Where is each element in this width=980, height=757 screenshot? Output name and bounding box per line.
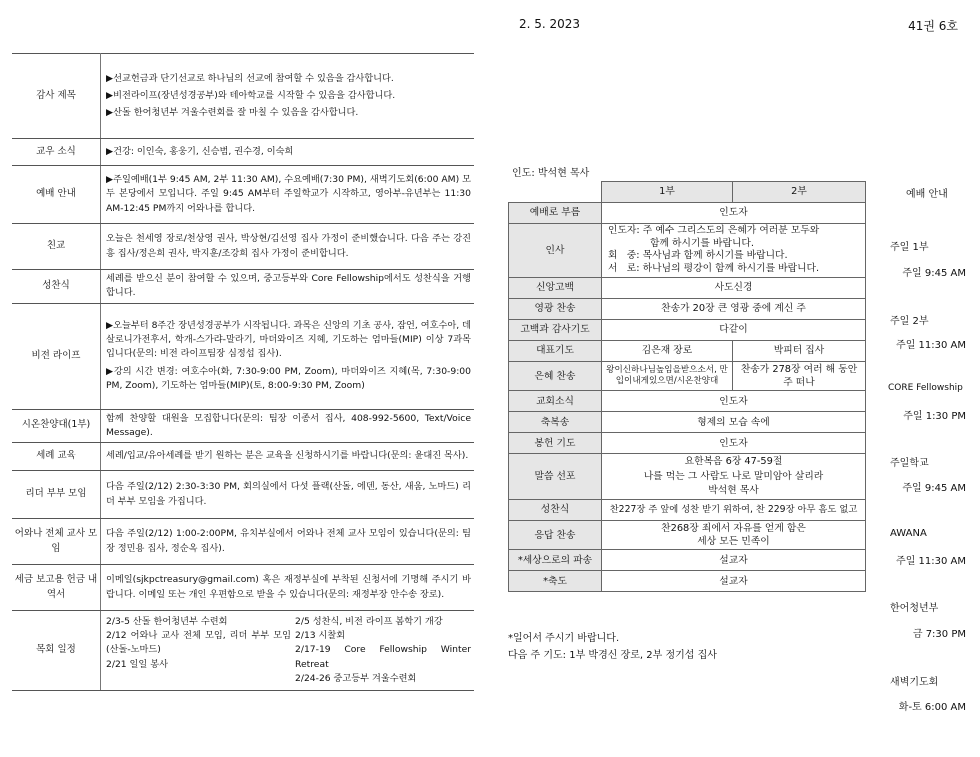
service-label: *세상으로의 파송 [509, 550, 602, 571]
row-content-thanks [101, 54, 475, 139]
schedule-entry: 2/21 일일 봉사 [106, 658, 168, 670]
service-label: 예배로 부름 [509, 203, 602, 224]
order-of-service-table [508, 181, 866, 592]
service-label: 영광 찬송 [509, 298, 602, 319]
row-label-tax-statement: 세금 보고용 헌금 내역서 [12, 565, 101, 611]
greeting-line: 회 중: 목사님과 함께 하시기를 바랍니다. [608, 250, 788, 262]
schedule-entry: 2/5 성찬식, 비전 라이프 봄학기 개강 [295, 615, 443, 627]
schedule-title: 예배 안내 [906, 189, 948, 200]
service-label: 고백과 감사기도 [509, 319, 602, 340]
schedule-entry: 2/24-26 중고등부 겨울수련회 [295, 672, 417, 684]
table-row [509, 298, 866, 319]
service-label: 응답 찬송 [509, 520, 602, 549]
table-row [12, 166, 474, 224]
service-label: 은혜 찬송 [509, 361, 602, 390]
schedule-columns [106, 615, 471, 686]
table-row [509, 571, 866, 592]
table-row [509, 224, 866, 278]
service-label: 대표기도 [509, 340, 602, 361]
table-row [12, 139, 474, 166]
table-row [509, 340, 866, 361]
row-content-vision-life [101, 303, 475, 409]
table-row [12, 565, 474, 611]
service-label: 말씀 선포 [509, 454, 602, 500]
row-content-member-news: ▶건강: 이인숙, 홍웅기, 신승범, 권수경, 이숙희 [101, 139, 475, 166]
table-row [509, 182, 866, 203]
table-row [509, 361, 866, 390]
row-label-leader-meeting: 리더 부부 모임 [12, 471, 101, 519]
schedule-name: AWANA [890, 528, 927, 539]
row-label-choir: 시온찬양대(1부) [12, 409, 101, 443]
service-value: 형제의 모습 속에 [602, 412, 866, 433]
table-row [509, 454, 866, 500]
schedule-name: CORE Fellowship [888, 383, 963, 393]
row-content-fellowship: 오늘은 천세영 장로/천상영 권사, 박상현/김선영 집사 가정이 준비했습니다. 다음 주는 강진흥 집사/정은희 권사, 박지훈/조강희 집사 가정이 준비합니다. [101, 224, 475, 270]
table-row [12, 409, 474, 443]
schedule-name: 주일 1부 [890, 242, 929, 253]
table-row [509, 499, 866, 520]
schedule-name: 주일 2부 [890, 316, 929, 327]
row-label-worship-info: 예배 안내 [12, 166, 101, 224]
row-label-member-news: 교우 소식 [12, 139, 101, 166]
table-row [509, 550, 866, 571]
row-label-vision-life: 비전 라이프 [12, 303, 101, 409]
row-label-fellowship: 친교 [12, 224, 101, 270]
schedule-entry: 2/3-5 산돌 한어청년부 수련회 [106, 615, 228, 627]
schedule-time: 주일 9:45 AM [902, 268, 966, 279]
schedule-name: 한어청년부 [890, 603, 939, 614]
column-header-1bu: 1부 [602, 182, 733, 203]
sermon-title: 나를 먹는 그 사람도 나로 말미암아 살리라 [643, 470, 824, 482]
thanks-item: ▶선교헌금과 단기선교로 하나님의 선교에 참여할 수 있음을 감사합니다. [106, 72, 394, 84]
row-content-tax-statement: 이메일(sjkpctreasury@gmail.com) 혹은 재정부실에 부착된 신청서에 기명해 주시기 바랍니다. 이메일 또는 개인 우편함으로 받을 수 있습니다(문의: 재정부장 안수송 장로). [101, 565, 475, 611]
table-row [509, 319, 866, 340]
greeting-lines [602, 224, 866, 278]
service-label: 교회소식 [509, 391, 602, 412]
row-content-communion: 세례를 받으신 분이 참여할 수 있으며, 중고등부와 Core Fellowship에서도 성찬식을 거행합니다. [101, 270, 475, 304]
service-value: 설교자 [602, 550, 866, 571]
service-value: 인도자 [602, 203, 866, 224]
schedule-time: 주일 1:30 PM [903, 411, 966, 422]
table-row [509, 433, 866, 454]
service-value-2bu: 박피터 집사 [733, 340, 866, 361]
schedule-entry: 2/17-19 Core Fellowship Winter Retreat [295, 644, 471, 670]
service-value: 찬송가 20장 큰 영광 중에 계신 주 [602, 298, 866, 319]
table-row [509, 203, 866, 224]
service-value: 설교자 [602, 571, 866, 592]
sermon-lines [602, 454, 866, 500]
service-label: 인사 [509, 224, 602, 278]
schedule-name: 새벽기도회 [890, 677, 939, 688]
bulletin-date: 2. 5. 2023 [519, 17, 581, 31]
row-content-worship-info: ▶주일예배(1부 9:45 AM, 2부 11:30 AM), 수요예배(7:30 PM), 새벽기도회(6:00 AM) 모두 본당에서 모입니다. 주일 9:45 AM부터 주일학교가 시작하고, 영아부-유년부는 11:30 AM-12:45 PM까지 어와나를 합니다. [101, 166, 475, 224]
response-hymn-line: 찬268장 죄에서 자유를 얻게 함은 [661, 522, 806, 534]
service-value: 찬227장 주 앞에 성찬 받기 위하여, 찬 229장 아무 흠도 없고 [602, 499, 866, 520]
vision-life-item: ▶오늘부터 8주간 장년성경공부가 시작됩니다. 과목은 신앙의 기초 공사, 잠언, 여호수아, 데살로니가전후서, 학개-스가랴-말라기, 마더와이즈 지혜, 기도하는 엄마들(MIP) 이상 7과목입니다(문의: 비전 라이프팀장 심정섭 집사). [106, 319, 471, 360]
row-label-baptism: 세례 교육 [12, 443, 101, 471]
service-label: 신앙고백 [509, 277, 602, 298]
table-row [12, 611, 474, 691]
sermon-preacher: 박석현 목사 [708, 484, 759, 496]
schedule-name: 주일학교 [890, 458, 929, 469]
next-week-prayer: 다음 주 기도: 1부 박경신 장로, 2부 정기섭 집사 [508, 650, 717, 661]
response-hymn-line: 세상 모든 민족이 [697, 536, 770, 548]
service-label: 축복송 [509, 412, 602, 433]
standing-footnote: *일어서 주시기 바랍니다. [508, 633, 620, 644]
schedule-col-right [295, 615, 471, 686]
service-value: 다같이 [602, 319, 866, 340]
service-label: 성찬식 [509, 499, 602, 520]
table-row [12, 303, 474, 409]
row-content-choir: 함께 찬양할 대원을 모집합니다(문의: 팀장 이종서 집사, 408-992-5600, Text/Voice Message). [101, 409, 475, 443]
row-label-thanks: 감사 제목 [12, 54, 101, 139]
row-label-pastoral-schedule: 목회 일정 [12, 611, 101, 691]
header-empty-cell [509, 182, 602, 203]
schedule-time: 주일 11:30 AM [896, 556, 966, 567]
service-value: 인도자 [602, 391, 866, 412]
schedule-entry: 2/13 시찰회 [295, 630, 346, 642]
schedule-entry: 2/12 어와나 교사 전체 모임, 리더 부부 모임(산돌-노마드) [106, 630, 291, 656]
service-value: 인도자 [602, 433, 866, 454]
table-row [12, 443, 474, 471]
thanks-item: ▶산돌 한어청년부 겨울수련회를 잘 마칠 수 있음을 감사합니다. [106, 107, 359, 119]
announcements-table [12, 53, 474, 691]
thanks-item: ▶비전라이프(장년성경공부)와 테아학교를 시작할 수 있음을 감사합니다. [106, 89, 396, 101]
service-value: 사도신경 [602, 277, 866, 298]
table-row [12, 54, 474, 139]
table-row [509, 277, 866, 298]
schedule-time: 화-토 6:00 AM [898, 702, 966, 713]
schedule-time: 금 7:30 PM [912, 629, 966, 640]
table-row [509, 412, 866, 433]
service-value-2bu: 찬송가 278장 여러 해 동안 주 떠나 [733, 361, 866, 390]
greeting-line: 인도자: 주 예수 그리스도의 은혜가 여러분 모두와 [608, 225, 820, 236]
table-row [12, 270, 474, 304]
table-row [509, 391, 866, 412]
column-header-2bu: 2부 [733, 182, 866, 203]
table-row [509, 520, 866, 549]
sermon-scripture: 요한복음 6장 47-59절 [684, 456, 783, 468]
schedule-col-left [106, 615, 291, 686]
table-row [12, 471, 474, 519]
response-hymn-lines [602, 520, 866, 549]
row-label-communion: 성찬식 [12, 270, 101, 304]
service-value-1bu: 왕이신하나님높임을받으소서, 만입이내게있으면/시온찬양대 [602, 361, 733, 390]
row-content-leader-meeting: 다음 주일(2/12) 2:30-3:30 PM, 회의실에서 다섯 플랙(산돌, 에덴, 동산, 새움, 노마드) 리더 부부 모임을 가집니다. [101, 471, 475, 519]
greeting-line: 서 로: 하나님의 평강이 함께 하시기를 바랍니다. [608, 263, 820, 275]
service-label: *축도 [509, 571, 602, 592]
service-value-1bu: 김은재 장로 [602, 340, 733, 361]
table-row [12, 224, 474, 270]
greeting-line: 함께 하시기를 바랍니다. [650, 237, 754, 249]
row-label-awana-teachers: 어와나 전체 교사 모임 [12, 519, 101, 565]
service-label: 봉헌 기도 [509, 433, 602, 454]
service-leader: 인도: 박석현 목사 [512, 168, 590, 179]
row-content-baptism: 세례/입교/유아세례를 받기 원하는 분은 교육을 신청하시기를 바랍니다(문의: 윤대진 목사). [101, 443, 475, 471]
row-content-awana-teachers: 다음 주일(2/12) 1:00-2:00PM, 유치부실에서 어와나 전체 교사 모임이 있습니다(문의: 팀장 정민용 집사, 정순옥 집사). [101, 519, 475, 565]
row-content-pastoral-schedule [101, 611, 475, 691]
vision-life-item: ▶강의 시간 변경: 여호수아(화, 7:30-9:00 PM, Zoom), 마더와이즈 지혜(목, 7:30-9:00 PM, Zoom), 기도하는 엄마들(MIP)(토, 8:00-9:30 PM, Zoom) [106, 365, 471, 391]
table-row [12, 519, 474, 565]
schedule-time: 주일 9:45 AM [902, 483, 966, 494]
bulletin-volume: 41권 6호 [908, 19, 958, 33]
schedule-time: 주일 11:30 AM [896, 340, 966, 351]
